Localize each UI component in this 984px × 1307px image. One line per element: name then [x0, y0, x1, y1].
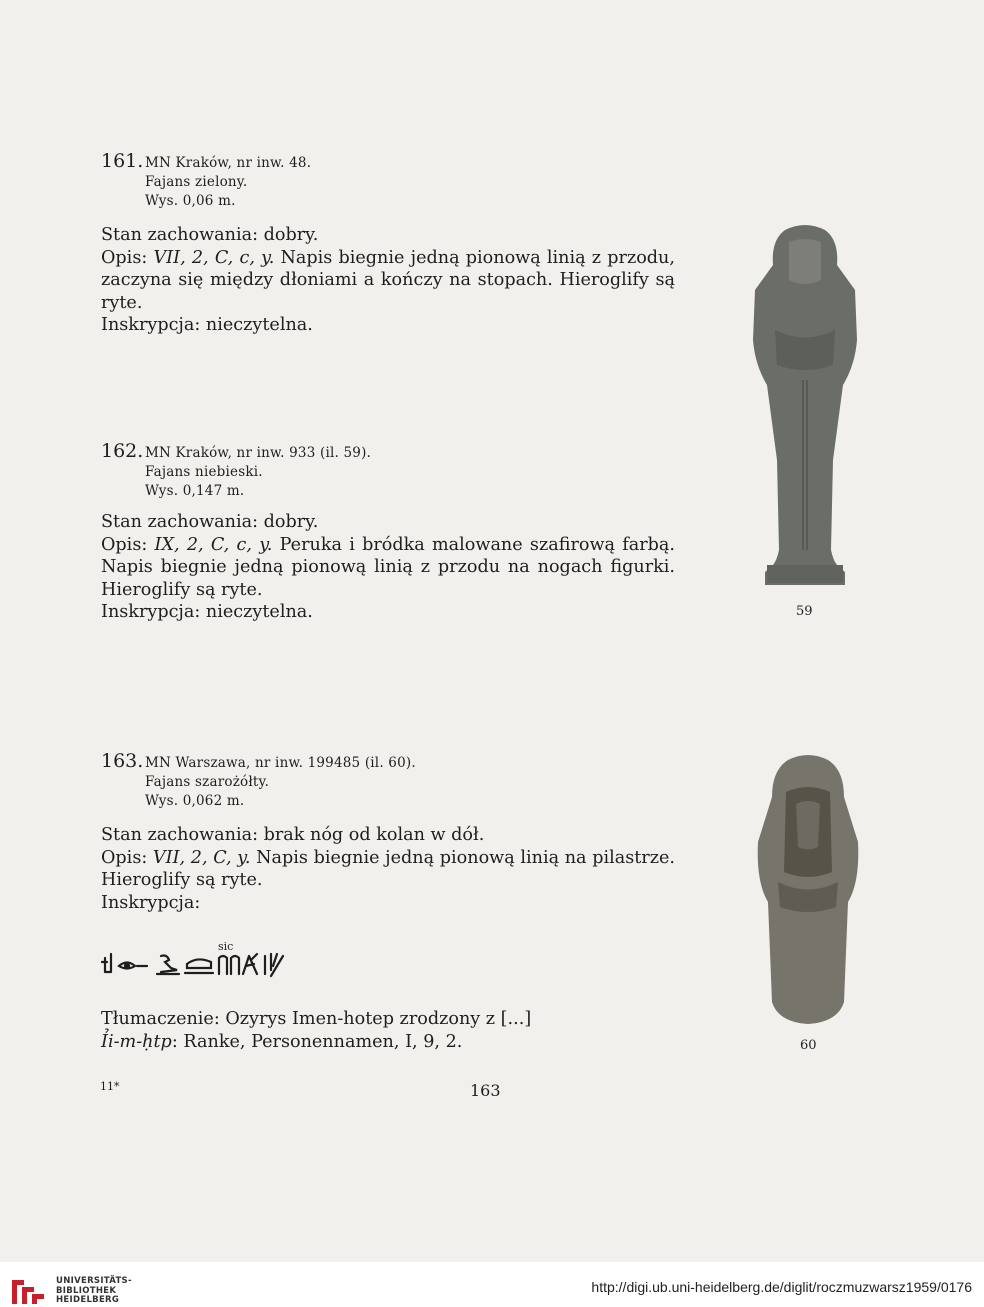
entry-body — [101, 511, 675, 624]
inscription-text: Inskrypcja: — [101, 892, 201, 913]
source-url-link[interactable]: http://digi.ub.uni-heidelberg.de/diglit/roczmuzwarsz1959/0176 — [591, 1279, 972, 1295]
meta-line: Wys. 0,147 m. — [145, 483, 245, 499]
library-name: UNIVERSITÄTS- BIBLIOTHEK HEIDELBERG — [56, 1276, 132, 1305]
entry-number: 161. — [101, 150, 144, 172]
meta-line: Wys. 0,06 m. — [145, 193, 236, 209]
condition-text: Stan zachowania: brak nóg od kolan w dół. — [101, 825, 485, 845]
meta-line: Fajans szarożółty. — [145, 774, 270, 790]
description-text: Opis: IX, 2, C, c, y. Peruka i bródka malowane szafirową farbą. Napis biegnie jedną pionową linią z przodu na nogach figurki. Hieroglify są ryte. — [101, 534, 675, 600]
footer-bar — [0, 1262, 984, 1307]
figure-59-caption: 59 — [796, 604, 813, 619]
meta-line: Fajans zielony. — [145, 174, 248, 190]
figure-60-ushabti-photo — [748, 752, 868, 1027]
catalog-entry-163 — [101, 750, 681, 1060]
entry-number: 162. — [101, 440, 144, 462]
entry-translation — [101, 1008, 675, 1053]
library-logo-icon — [10, 1276, 46, 1306]
condition-text: Stan zachowania: dobry. — [101, 225, 319, 245]
entry-meta — [145, 154, 311, 211]
figure-60-caption: 60 — [800, 1038, 817, 1053]
sic-note: sic — [218, 940, 234, 953]
entry-number: 163. — [101, 750, 144, 772]
description-text: Opis: VII, 2, C, c, y. Napis biegnie jedną pionową linią z przodu, zaczyna się między dłoniami a kończy na stopach. Hieroglify są ryte. — [101, 247, 675, 313]
figure-59-ushabti-photo — [745, 220, 865, 590]
catalog-entry-162 — [101, 440, 681, 640]
description-text: Opis: VII, 2, C, y. Napis biegnie jedną pionową linią na pilastrze. Hieroglify są ryte. — [101, 847, 675, 890]
entry-meta — [145, 754, 416, 811]
hieroglyph-inscription — [101, 940, 301, 990]
condition-text: Stan zachowania: dobry. — [101, 512, 319, 532]
translation-text: Tłumaczenie: Ozyrys Imen-hotep zrodzony z [...] — [101, 1009, 532, 1029]
reference-text: Ỉi-m-ḥtp: Ranke, Personennamen, I, 9, 2. — [101, 1031, 463, 1052]
folio-mark: 11* — [100, 1080, 120, 1093]
meta-line: MN Kraków, nr inw. 48. — [145, 155, 312, 171]
page-number: 163 — [470, 1081, 501, 1100]
meta-line: Fajans niebieski. — [145, 464, 263, 480]
meta-line: MN Warszawa, nr inw. 199485 (il. 60). — [145, 755, 416, 771]
meta-line: Wys. 0,062 m. — [145, 793, 245, 809]
catalog-entry-161 — [101, 150, 681, 335]
entry-meta — [145, 444, 371, 501]
entry-body — [101, 224, 675, 337]
meta-line: MN Kraków, nr inw. 933 (il. 59). — [145, 445, 372, 461]
inscription-text: Inskrypcja: nieczytelna. — [101, 602, 313, 622]
inscription-text: Inskrypcja: nieczytelna. — [101, 315, 313, 335]
entry-body — [101, 824, 675, 914]
